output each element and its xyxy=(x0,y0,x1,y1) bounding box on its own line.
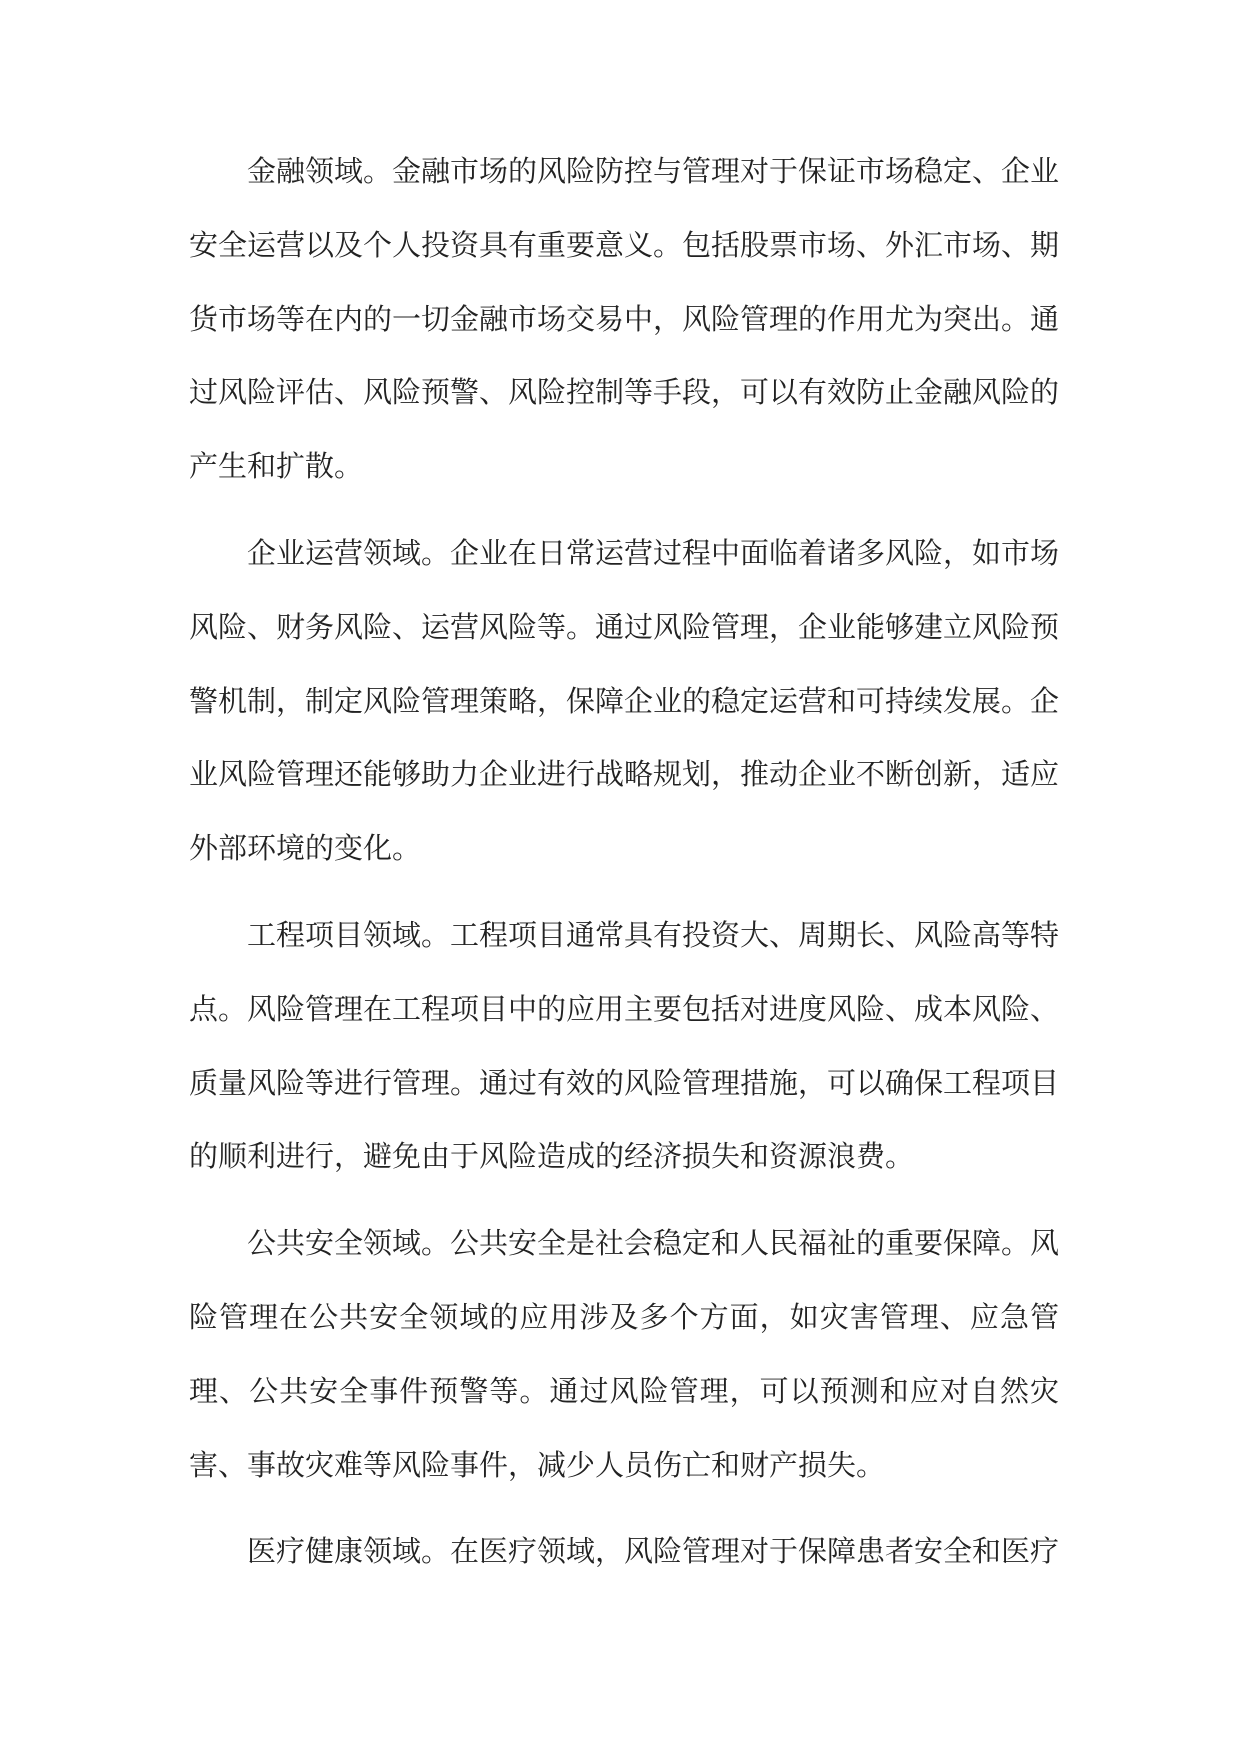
paragraph-healthcare: 医疗健康领域。在医疗领域，风险管理对于保障患者安全和医疗 xyxy=(247,1534,1060,1569)
document-body xyxy=(189,135,1059,1602)
paragraph-finance: 金融领域。金融市场的风险防控与管理对于保证市场稳定、企业安全运营以及个人投资具有重要意义。包括股票市场、外汇市场、期货市场等在内的一切金融市场交易中，风险管理的作用尤为突出。通过风险评估、风险预警、风险控制等手段，可以有效防止金融风险的产生和扩散。 xyxy=(189,154,1060,484)
paragraph-engineering-projects: 工程项目领域。工程项目通常具有投资大、周期长、风险高等特点。风险管理在工程项目中的应用主要包括对进度风险、成本风险、质量风险等进行管理。通过有效的风险管理措施，可以确保工程项目的顺利进行，避免由于风险造成的经济损失和资源浪费。 xyxy=(189,917,1060,1174)
paragraph-public-safety: 公共安全领域。公共安全是社会稳定和人民福祉的重要保障。风险管理在公共安全领域的应用涉及多个方面，如灾害管理、应急管理、公共安全事件预警等。通过风险管理，可以预测和应对自然灾害、事故灾难等风险事件，减少人员伤亡和财产损失。 xyxy=(189,1226,1060,1482)
paragraph-enterprise-operations: 企业运营领域。企业在日常运营过程中面临着诸多风险，如市场风险、财务风险、运营风险等。通过风险管理，企业能够建立风险预警机制，制定风险管理策略，保障企业的稳定运营和可持续发展。企业风险管理还能够助力企业进行战略规划，推动企业不断创新，适应外部环境的变化。 xyxy=(189,535,1060,866)
